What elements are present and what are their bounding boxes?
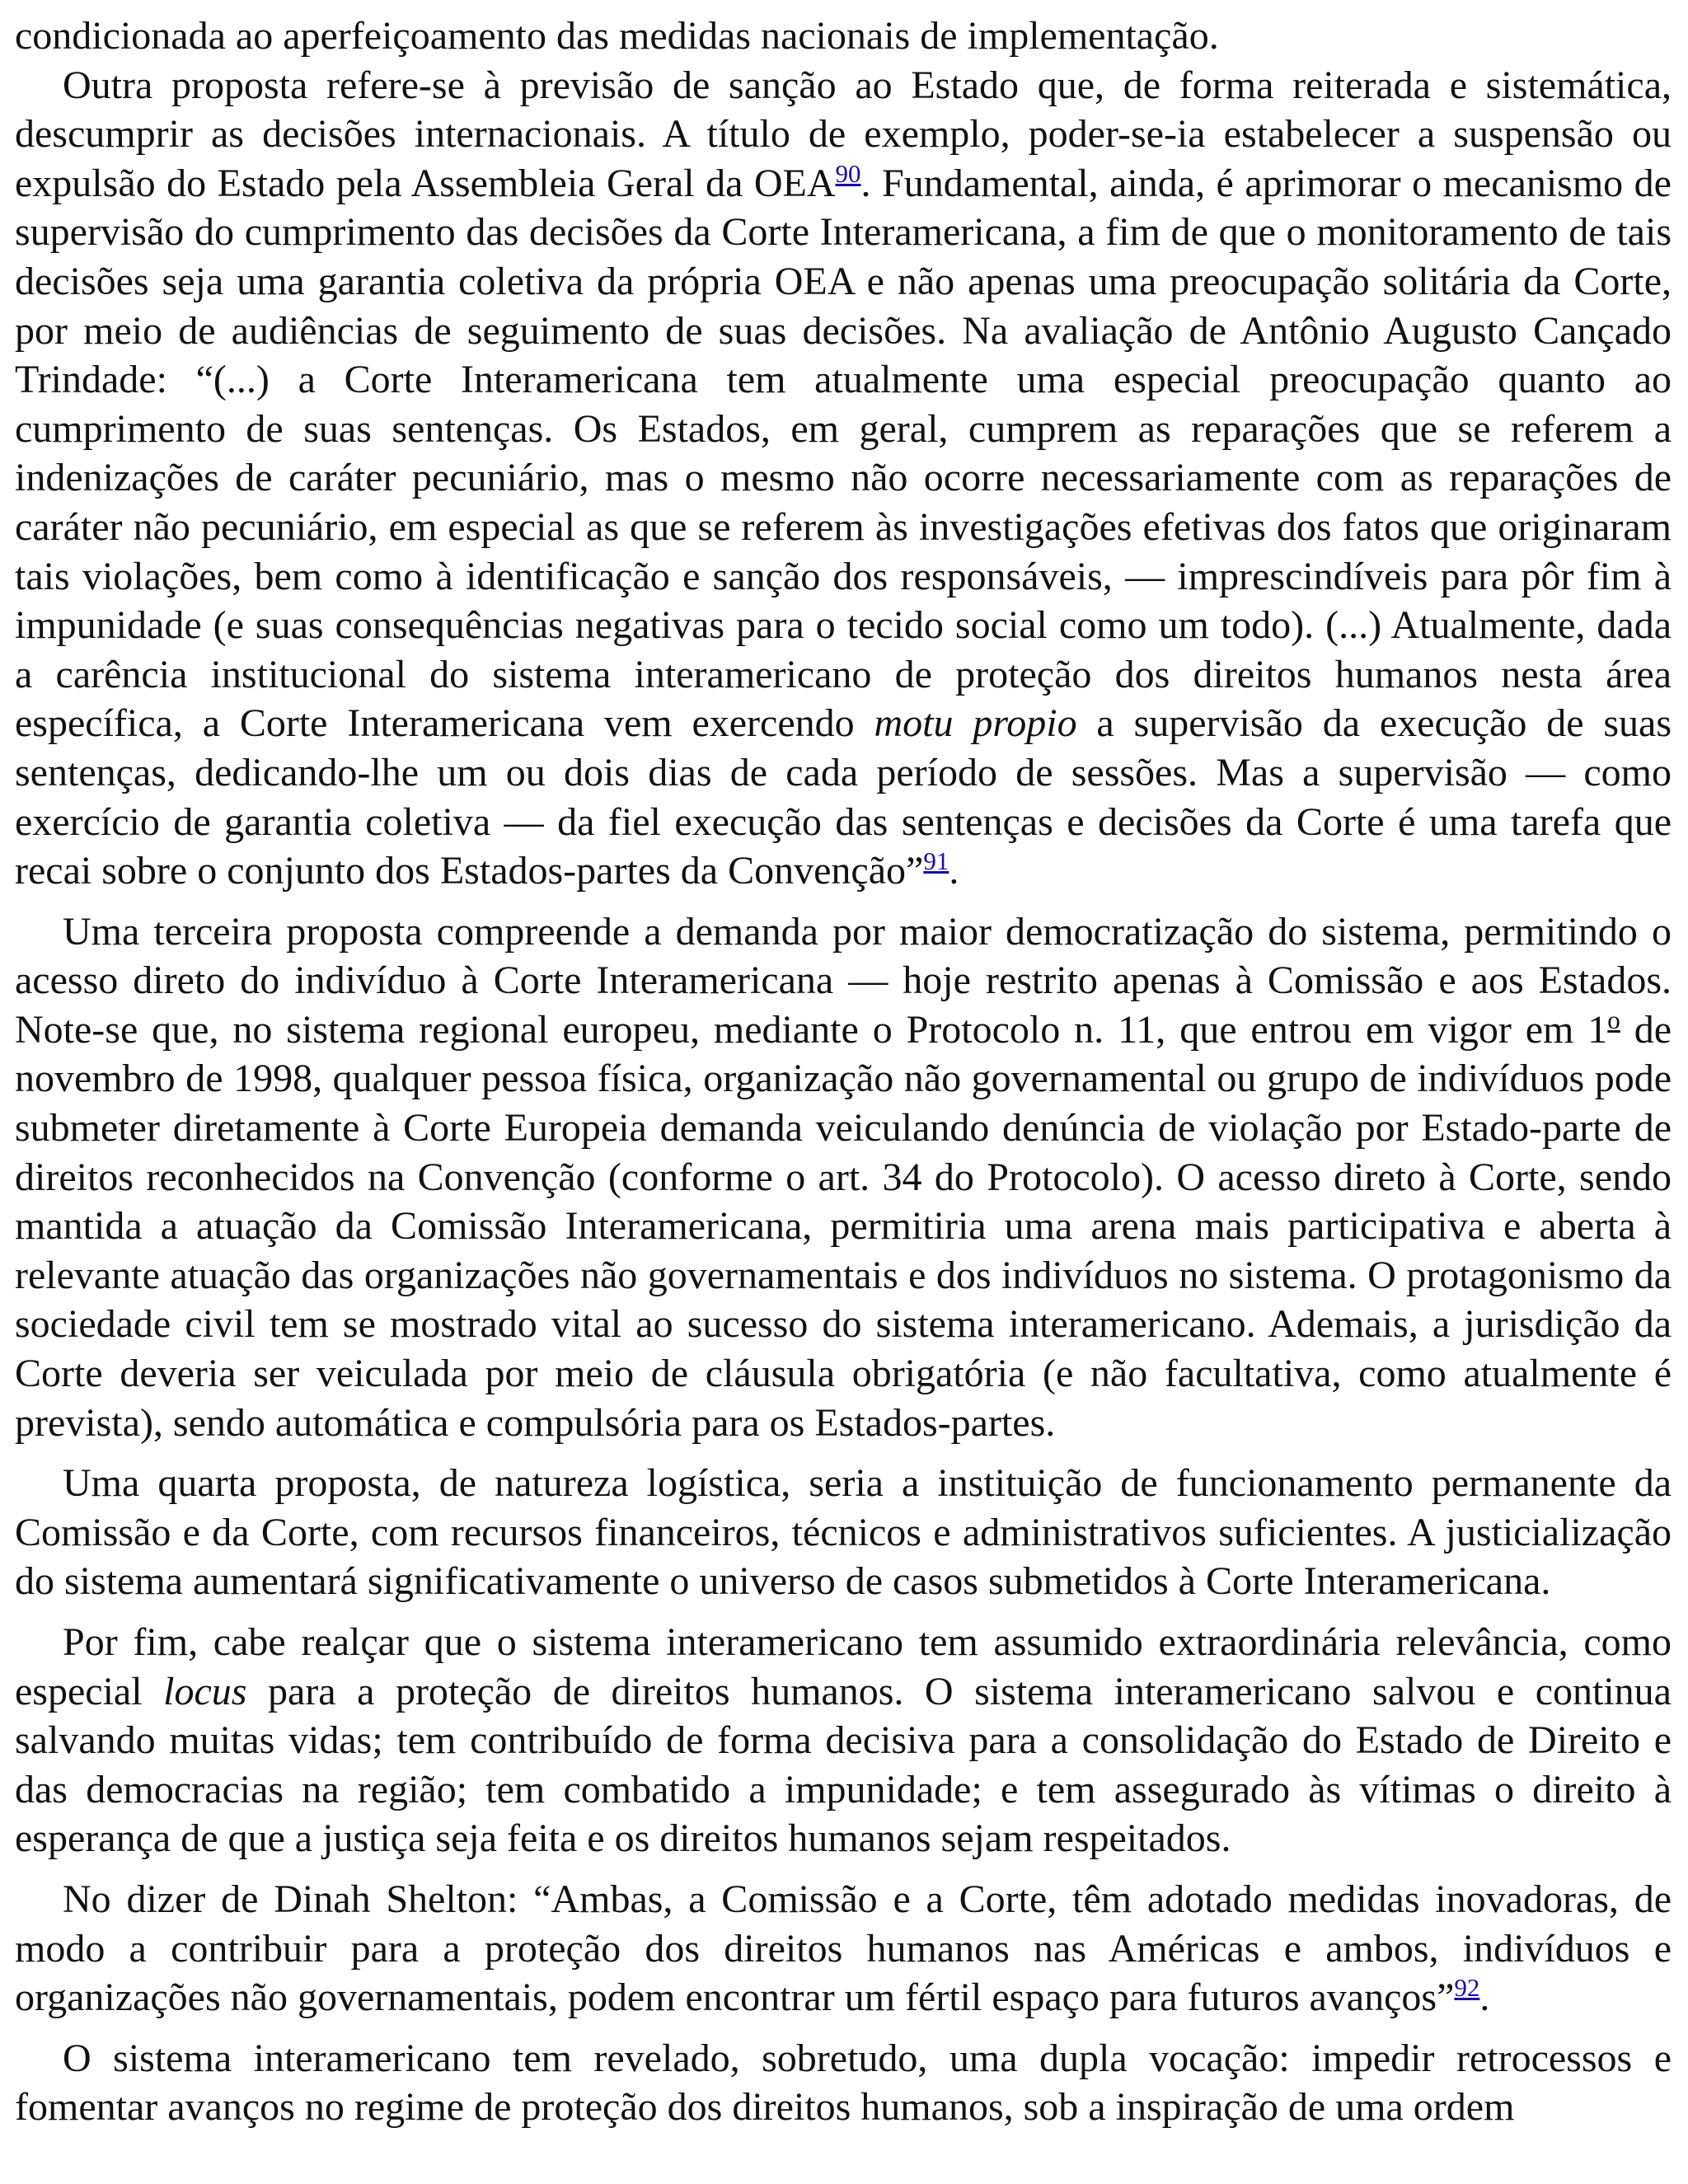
paragraph-text: a supervisão da execução de suas sentenças, dedicando-lhe um ou dois dias de cada período de sessões. Mas a supervisão — como exercício de garantia coletiva — da fiel execução das sentenças e decisões da Corte é uma tarefa que recai sobre o conjunto dos Estados-partes da Convenção”: [15, 701, 1672, 893]
footnote-link-90[interactable]: 90: [835, 158, 861, 188]
footnote-link-92[interactable]: 92: [1454, 1973, 1480, 2003]
paragraph-text: para a proteção de direitos humanos. O sistema interamericano salvou e continua salvando muitas vidas; tem contribuído de forma decisiva para a consolidação do Estado de Direito e das democracias na região; tem combatido a impunidade; e tem assegurado às vítimas o direito à esperança de que a justiça seja feita e os direitos humanos sejam respeitados.: [15, 1669, 1672, 1861]
footnote-link-91[interactable]: 91: [923, 846, 950, 876]
paragraph-text: Outra proposta refere-se à previsão de sanção ao Estado que, de forma reiterada e sistemática, descumprir as decisões internacionais. A título de exemplo, poder-se-ia estabelecer a suspensão ou expulsão do Estado pela Assembleia Geral da OEA: [15, 63, 1672, 205]
paragraph-text: Por fim, cabe realçar que o sistema interamericano tem assumido extraordinária relevância, como especial: [15, 1620, 1672, 1713]
paragraph-relevance: [15, 1618, 1672, 1863]
paragraph-text: O sistema interamericano tem revelado, sobretudo, uma dupla vocação: impedir retrocessos e fomentar avanços no regime de proteção dos direitos humanos, sob a inspiração de uma ordem: [15, 2036, 1672, 2130]
paragraph-text: No dizer de Dinah Shelton: “Ambas, a Comissão e a Corte, têm adotado medidas inovadoras, de modo a contribuir para a proteção dos direitos humanos nas Américas e ambos, indivíduos e organizações não governamentais, podem encontrar um fértil espaço para futuros avanços”: [15, 1877, 1672, 2020]
paragraph-democratization-proposal: [15, 907, 1672, 1448]
ordinal-superscript: o: [1607, 1005, 1620, 1034]
italic-term: locus: [163, 1669, 247, 1713]
paragraph-text: Uma terceira proposta compreende a demanda por maior democratização do sistema, permitindo o acesso direto do indivíduo à Corte Interamericana — hoje restrito apenas à Comissão e aos Estados. Note-se que, no sistema regional europeu, mediante o Protocolo n. 11, que entrou em vigor em 1: [15, 909, 1672, 1052]
paragraph-text: .: [1479, 1975, 1490, 2020]
paragraph-text: .: [949, 849, 959, 893]
paragraph-shelton-quote: [15, 1875, 1672, 2022]
paragraph-sanction-proposal: [15, 61, 1672, 896]
paragraph-dual-vocation: [15, 2034, 1672, 2132]
paragraph-text: condicionada ao aperfeiçoamento das medidas nacionais de implementação.: [15, 14, 1219, 58]
paragraph-text: Uma quarta proposta, de natureza logística, seria a instituição de funcionamento permanente da Comissão e da Corte, com recursos financeiros, técnicos e administrativos suficientes. A justicialização do sistema aumentará significativamente o universo de casos submetidos à Corte Interamericana.: [15, 1461, 1672, 1604]
italic-term: motu propio: [874, 701, 1077, 746]
paragraph-continuation: [15, 12, 1672, 61]
paragraph-logistics-proposal: [15, 1459, 1672, 1606]
paragraph-text: . Fundamental, ainda, é aprimorar o mecanismo de supervisão do cumprimento das decisões da Corte Interamericana, a fim de que o monitoramento de tais decisões seja uma garantia coletiva da própria OEA e não apenas uma preocupação solitária da Corte, por meio de audiências de seguimento de suas decisões. Na avaliação de Antônio Augusto Cançado Trindade: “(...) a Corte Interamericana tem atualmente uma especial preocupação quanto ao cumprimento de suas sentenças. Os Estados, em geral, cumprem as reparações que se referem a indenizações de caráter pecuniário, mas o mesmo não ocorre necessariamente com as reparações de caráter não pecuniário, em especial as que se referem às investigações efetivas dos fatos que originaram tais violações, bem como à identificação e sanção dos responsáveis, — imprescindíveis para pôr fim à impunidade (e suas consequências negativas para o tecido social como um todo). (...) Atualmente, dada a carência institucional do sistema interamericano de proteção dos direitos humanos nesta área específica, a Corte Interamericana vem exercendo: [15, 161, 1672, 746]
paragraph-text: de novembro de 1998, qualquer pessoa física, organização não governamental ou grupo de indivíduos pode submeter diretamente à Corte Europeia demanda veiculando denúncia de violação por Estado-parte de direitos reconhecidos na Convenção (conforme o art. 34 do Protocolo). O acesso direto à Corte, sendo mantida a atuação da Comissão Interamericana, permitiria uma arena mais participativa e aberta à relevante atuação das organizações não governamentais e dos indivíduos no sistema. O protagonismo da sociedade civil tem se mostrado vital ao sucesso do sistema interamericano. Ademais, a jurisdição da Corte deveria ser veiculada por meio de cláusula obrigatória (e não facultativa, como atualmente é prevista), sendo automática e compulsória para os Estados-partes.: [15, 1007, 1672, 1445]
